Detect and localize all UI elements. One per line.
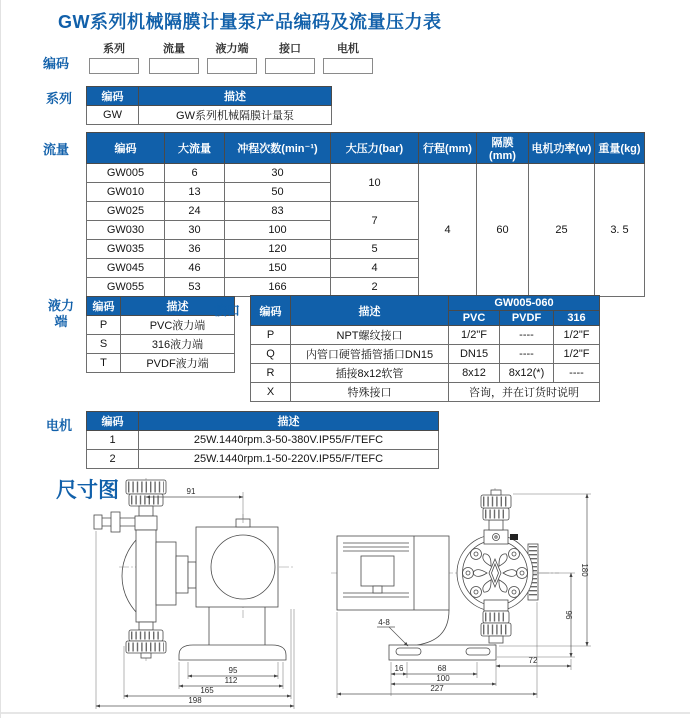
table-cell: 4: [419, 164, 477, 297]
table-cell: 内管口硬管插管插口DN15: [291, 345, 449, 364]
table-cell: 3. 5: [595, 164, 645, 297]
table-cell: 120: [225, 240, 331, 259]
column-header: 大压力(bar): [331, 133, 419, 164]
table-row: [251, 383, 600, 402]
code-field-label: 流量: [163, 43, 185, 55]
table-cell: 30: [165, 221, 225, 240]
dim-72-label: 72: [528, 656, 538, 665]
table-cell: 1/2"F: [554, 345, 600, 364]
code-box: [89, 58, 139, 74]
table-cell: X: [251, 383, 291, 402]
column-header: 316: [554, 311, 600, 326]
code-field-fluid-end: [207, 40, 257, 74]
table-cell: 4: [331, 259, 419, 278]
column-header: 行程(mm): [419, 133, 477, 164]
pump-front-view-drawing: [329, 486, 649, 714]
table-row: [87, 164, 645, 183]
series-table: [86, 86, 332, 125]
table-cell: ----: [500, 345, 554, 364]
code-box: [265, 58, 315, 74]
table-cell: 24: [165, 202, 225, 221]
table-cell: 13: [165, 183, 225, 202]
table-cell: 25W.1440rpm.1-50-220V.IP55/F/TEFC: [139, 450, 439, 469]
dim-198-label: 198: [188, 696, 202, 705]
table-cell: 53: [165, 278, 225, 297]
motor-section-label: 电机: [46, 418, 73, 433]
column-header: 描述: [139, 412, 439, 431]
code-field-label: 接口: [279, 43, 301, 55]
column-header: 编码: [87, 87, 139, 106]
column-header: 描述: [291, 296, 449, 326]
table-cell: Q: [251, 345, 291, 364]
table-row: [251, 345, 600, 364]
table-cell: 1/2"F: [554, 326, 600, 345]
code-field-motor: [323, 40, 373, 74]
column-header: 冲程次数(min⁻¹): [225, 133, 331, 164]
code-field-interface: [265, 40, 315, 74]
table-row: [87, 450, 439, 469]
table-cell: 10: [331, 164, 419, 202]
series-section-label: 系列: [46, 91, 73, 106]
table-row: [87, 354, 235, 373]
table-cell: DN15: [449, 345, 500, 364]
table-cell: 6: [165, 164, 225, 183]
table-cell: NPT螺纹接口: [291, 326, 449, 345]
dim-96-label: 96: [564, 610, 573, 620]
page-title: GW系列机械隔膜计量泵产品编码及流量压力表: [58, 12, 442, 32]
dim-91-label: 91: [186, 487, 196, 496]
table-cell: GW: [87, 106, 139, 125]
table-cell: ----: [554, 364, 600, 383]
column-header-group: GW005-060: [449, 296, 600, 311]
dim-95-label: 95: [228, 666, 238, 675]
code-field-label: 电机: [337, 43, 359, 55]
fluid-end-section-label: 液力端: [47, 298, 74, 329]
pump-side-view-drawing: [91, 478, 351, 716]
table-cell: GW005: [87, 164, 165, 183]
table-cell: 2: [87, 450, 139, 469]
table-cell: PVDF液力端: [121, 354, 235, 373]
dim-16-label: 16: [394, 664, 404, 673]
column-header: 电机功率(w): [529, 133, 595, 164]
table-cell: 插接8x12软管: [291, 364, 449, 383]
page-bottom-edge: [1, 712, 690, 714]
table-cell: GW045: [87, 259, 165, 278]
dim-180-label: 180: [580, 563, 589, 577]
table-cell: 166: [225, 278, 331, 297]
dim-100-label: 100: [436, 674, 450, 683]
column-header: 编码: [87, 297, 121, 316]
table-cell: GW030: [87, 221, 165, 240]
table-cell: 2: [331, 278, 419, 297]
table-row: [87, 335, 235, 354]
table-cell: S: [87, 335, 121, 354]
table-row: [87, 316, 235, 335]
table-cell: 83: [225, 202, 331, 221]
code-box: [149, 58, 199, 74]
table-cell: T: [87, 354, 121, 373]
interface-table: [250, 295, 600, 402]
table-cell: 1: [87, 431, 139, 450]
table-cell: 8x12: [449, 364, 500, 383]
holes-callout-label: 4-8: [378, 618, 390, 627]
table-cell: 8x12(*): [500, 364, 554, 383]
table-row: [251, 364, 600, 383]
table-cell: 咨询，并在订货时说明: [449, 383, 600, 402]
table-row: [251, 326, 600, 345]
table-cell: 25: [529, 164, 595, 297]
interface-section-label: 接口: [214, 303, 241, 318]
motor-table: [86, 411, 439, 469]
dim-227-label: 227: [430, 684, 444, 693]
flow-table: [86, 132, 645, 297]
table-cell: GW010: [87, 183, 165, 202]
table-cell: PVC液力端: [121, 316, 235, 335]
fluid-end-table: [86, 296, 235, 373]
table-cell: 50: [225, 183, 331, 202]
table-cell: 316液力端: [121, 335, 235, 354]
dim-68-label: 68: [437, 664, 447, 673]
table-cell: 100: [225, 221, 331, 240]
dim-112-label: 112: [224, 676, 238, 685]
column-header: 描述: [121, 297, 235, 316]
column-header: 隔膜(mm): [477, 133, 529, 164]
column-header: 编码: [87, 133, 165, 164]
table-cell: 150: [225, 259, 331, 278]
column-header: 编码: [87, 412, 139, 431]
table-cell: 7: [331, 202, 419, 240]
table-cell: R: [251, 364, 291, 383]
table-cell: 30: [225, 164, 331, 183]
table-cell: 25W.1440rpm.3-50-380V.IP55/F/TEFC: [139, 431, 439, 450]
table-cell: GW系列机械隔膜计量泵: [139, 106, 332, 125]
table-cell: GW055: [87, 278, 165, 297]
table-row: [87, 431, 439, 450]
table-cell: 46: [165, 259, 225, 278]
table-cell: P: [87, 316, 121, 335]
dim-165-label: 165: [200, 686, 214, 695]
table-cell: 60: [477, 164, 529, 297]
table-cell: 36: [165, 240, 225, 259]
code-box: [207, 58, 257, 74]
coding-section-label: 编码: [43, 56, 70, 71]
code-field-series: [89, 40, 139, 74]
table-cell: P: [251, 326, 291, 345]
table-cell: 1/2"F: [449, 326, 500, 345]
code-field-label: 液力端: [215, 43, 249, 55]
column-header: 重量(kg): [595, 133, 645, 164]
column-header: PVDF: [500, 311, 554, 326]
column-header: PVC: [449, 311, 500, 326]
dimensions-section-label: 尺寸图: [56, 479, 119, 502]
column-header: 描述: [139, 87, 332, 106]
code-field-label: 系列: [103, 43, 125, 55]
table-cell: 特殊接口: [291, 383, 449, 402]
column-header: 大流量: [165, 133, 225, 164]
table-row: [87, 106, 332, 125]
code-box: [323, 58, 373, 74]
table-cell: GW035: [87, 240, 165, 259]
table-cell: 5: [331, 240, 419, 259]
table-cell: GW025: [87, 202, 165, 221]
table-cell: ----: [500, 326, 554, 345]
code-field-flow: [149, 40, 199, 74]
column-header: 编码: [251, 296, 291, 326]
flow-section-label: 流量: [43, 142, 70, 157]
